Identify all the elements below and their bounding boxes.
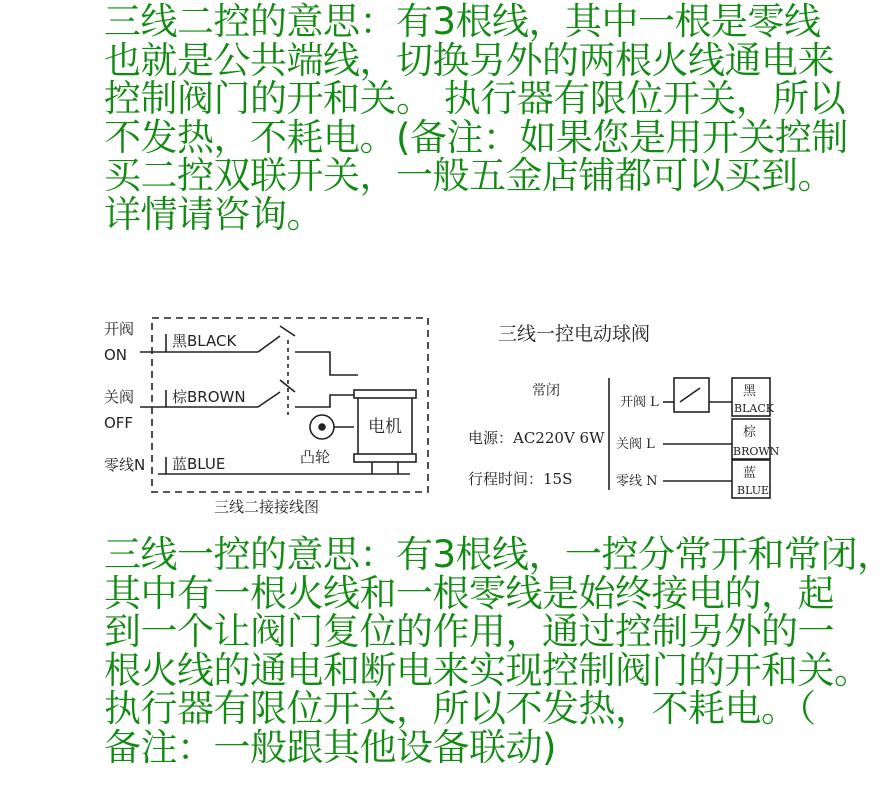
label-wire-brown: 棕BROWN [172,388,246,406]
label-open-cn: 开阀 [104,320,135,338]
terminal-label-neutral: 零线 N [616,474,658,489]
paragraph-bottom-line: 其中有一根火线和一根零线是始终接电的，起 [104,571,834,615]
control-switch [674,378,709,412]
paragraph-bottom-line: 根火线的通电和断电来实现控制阀门的开和关。 [104,648,871,692]
label-neutral: 零线N [104,456,146,474]
paragraph-bottom-line: 三线一控的意思：有3根线，一控分常开和常闭， [104,533,894,576]
limit-switch-open [258,336,280,352]
terminal-color-en-brown: BROWN [733,445,780,458]
label-open-en: ON [104,346,128,364]
terminal-color-en-black: BLACK [734,402,774,415]
terminal-color-cn-black: 黑 [743,384,757,399]
terminal-label-open: 开阀 L [620,395,659,410]
label-power: 电源：AC220V 6W [468,429,605,447]
label-wire-black: 黑BLACK [172,332,237,350]
diagram-right-title: 三线一控电动球阀 [498,323,651,345]
label-close-en: OFF [104,414,134,432]
paragraph-top-line: 三线二控的意思：有3根线，其中一根是零线 [104,0,821,43]
paragraph-bottom-line: 到一个让阀门复位的作用，通过控制另外的一 [104,610,834,653]
paragraph-bottom [104,533,894,769]
paragraph-top-line: 控制阀门的开和关。 执行器有限位开关，所以 [104,77,846,120]
diagram-right-texts [468,323,780,497]
terminal-label-close: 关阀 L [616,437,655,452]
paragraph-bottom-line: 执行器有限位开关，所以不发热，不耗电。（ [104,687,816,730]
paragraph-top-line: 不发热，不耗电。(备注：如果您是用开关控制 [104,115,848,159]
paragraph-top-line: 也就是公共端线，切换另外的两根火线通电来 [104,38,834,82]
limit-switch-close [258,392,280,407]
label-cam: 凸轮 [300,448,331,466]
label-motor: 电机 [368,417,402,437]
terminal-color-cn-blue: 蓝 [743,466,757,481]
label-close-cn: 关阀 [104,388,135,406]
paragraph-bottom-line: 备注：一般跟其他设备联动) [104,725,556,769]
label-normally-closed: 常闭 [532,383,560,399]
label-wire-blue: 蓝BLUE [172,455,226,473]
terminal-color-cn-brown: 棕 [743,425,757,440]
diagram-left-caption: 三线二接接线图 [214,498,320,516]
terminal-color-en-blue: BLUE [737,484,770,497]
label-stroke-time: 行程时间：15S [468,470,573,488]
paragraph-top-line: 买二控双联开关，一般五金店铺都可以买到。 [104,154,834,197]
paragraph-top-line: 详情请咨询。 [104,192,323,236]
